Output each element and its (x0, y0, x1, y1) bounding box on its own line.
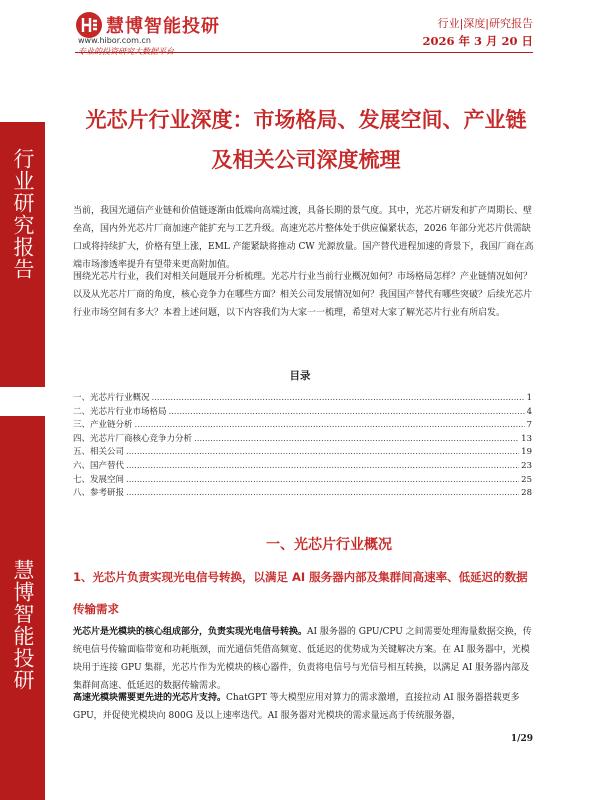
report-date: 2026 年 3 月 20 日 (422, 34, 533, 48)
report-type-tags: 行业|深度|研究报告 (437, 17, 533, 30)
toc-item-page: 7 (526, 420, 532, 431)
paragraph-body: ChatGPT 等大模型应用对算力的需求激增，直接拉动 AI 服务器搭载更多 GPU，并促使光模块向 800G 及以上速率迭代。AI 服务器对光模块的需求量远高于传统服务器， (73, 693, 520, 721)
toc-leader (126, 474, 519, 488)
toc-item-title: 八、参考研报 (73, 488, 125, 499)
toc-item-title: 五、相关公司 (73, 447, 125, 458)
body-paragraph-1 (73, 623, 535, 695)
logo-slogan: 专业的投资研究大数据平台 (78, 47, 174, 56)
toc-item[interactable] (73, 419, 532, 433)
logo-url: www.hibor.com.cn (78, 36, 151, 45)
toc-leader (169, 406, 525, 420)
toc-heading: 目录 (289, 370, 311, 382)
toc-item-title: 一、光芯片行业概况 (73, 393, 150, 403)
toc-item[interactable] (73, 392, 532, 406)
logo-icon (75, 11, 103, 39)
sidebar-bottom-band (0, 416, 45, 800)
toc-leader (126, 460, 519, 474)
report-title: 光芯片行业深度：市场格局、发展空间、产业链及相关公司深度梳理 (85, 108, 527, 172)
toc-item-title: 六、国产替代 (73, 460, 125, 471)
toc-item-page: 13 (521, 433, 532, 444)
sidebar-bottom-label: 慧博智能投研 (11, 559, 35, 691)
toc-item[interactable] (73, 474, 532, 488)
sidebar-top-band (0, 122, 45, 387)
toc-item-page: 23 (521, 460, 532, 471)
toc-item-page: 4 (526, 406, 532, 417)
page-number: 1/29 (510, 734, 533, 744)
toc-leader (135, 419, 525, 433)
toc-leader (194, 433, 519, 447)
toc-item-page: 1 (526, 393, 532, 403)
toc-leader (126, 446, 519, 460)
table-of-contents (73, 392, 532, 501)
paragraph-lead: 光芯片是光模块的核心组成部分，负责实现光电信号转换。 (73, 627, 308, 637)
intro-paragraph-2: 围绕光芯片行业，我们对相关问题展开分析梳理。光芯片行业当前行业概况如何？市场格局怎样？产业链情况如何？以及从光芯片厂商的角度，核心竞争力在哪些方面？相关公司发展情况如何？我国国产替代有哪些突破？后续光芯片行业市场空间有多大？本着上述问题，以下内容我们为大家一一梳理，希望对大家了解光芯片行业有所启发。 (73, 272, 533, 318)
intro-paragraph-1: 当前，我国光通信产业链和价值链逐渐由低端向高端过渡，具备长期的景气度。其中，光芯片研发和扩产周期长、壁垒高，国内外光芯片厂商加速产能扩充与工艺升级。高速光芯片整体处于供应偏紧状态，2026 年部分光芯片供需缺口或将持续扩大，价格有望上涨，EML 产能紧缺将推动 CW 光源放量。国产替代进程加速的背景下，我国厂商在高端市场渗透率提升有望带来更高附加值。 (73, 206, 534, 270)
toc-item-title: 二、光芯片行业市场格局 (73, 406, 167, 417)
toc-leader (126, 487, 519, 501)
header-divider (75, 52, 533, 53)
sidebar-top-label: 行业研究报告 (11, 148, 35, 280)
toc-item[interactable] (73, 487, 532, 501)
paragraph-body: AI 服务器的 GPU/CPU 之间需要处理海量数据交换，传统电信号传输面临带宽和功耗瓶颈，而光通信凭借高频宽、低延迟的优势成为关键解决方案。在 AI 服务器中，光模块用于连接 GPU 集群，光芯片作为光模块的核心器件，负责将电信号与光信号相互转换，以满足 AI 服务器内部及集群间高速、低延迟的数据传输需求。 (73, 627, 532, 691)
toc-item-title: 四、光芯片厂商核心竞争力分析 (73, 433, 193, 444)
paragraph-lead: 高速光模块需要更先进的光芯片支持。 (73, 693, 227, 703)
toc-item[interactable] (73, 460, 532, 474)
section-heading: 一、光芯片行业概况 (266, 537, 392, 553)
body-paragraph-2 (73, 689, 535, 725)
toc-item-title: 三、产业链分析 (73, 420, 133, 431)
subsection-heading: 1、光芯片负责实现光电信号转换，以满足 AI 服务器内部及集群间高速率、低延迟的数据传输需求 (73, 570, 528, 616)
toc-leader (152, 392, 525, 406)
toc-item-page: 25 (521, 474, 532, 485)
toc-item-title: 七、发展空间 (73, 474, 125, 485)
toc-item-page: 19 (521, 447, 532, 458)
toc-item[interactable] (73, 446, 532, 460)
toc-item[interactable] (73, 406, 532, 420)
toc-item-page: 28 (521, 488, 532, 499)
toc-item[interactable] (73, 433, 532, 447)
logo-name: 慧博智能投研 (106, 16, 220, 37)
